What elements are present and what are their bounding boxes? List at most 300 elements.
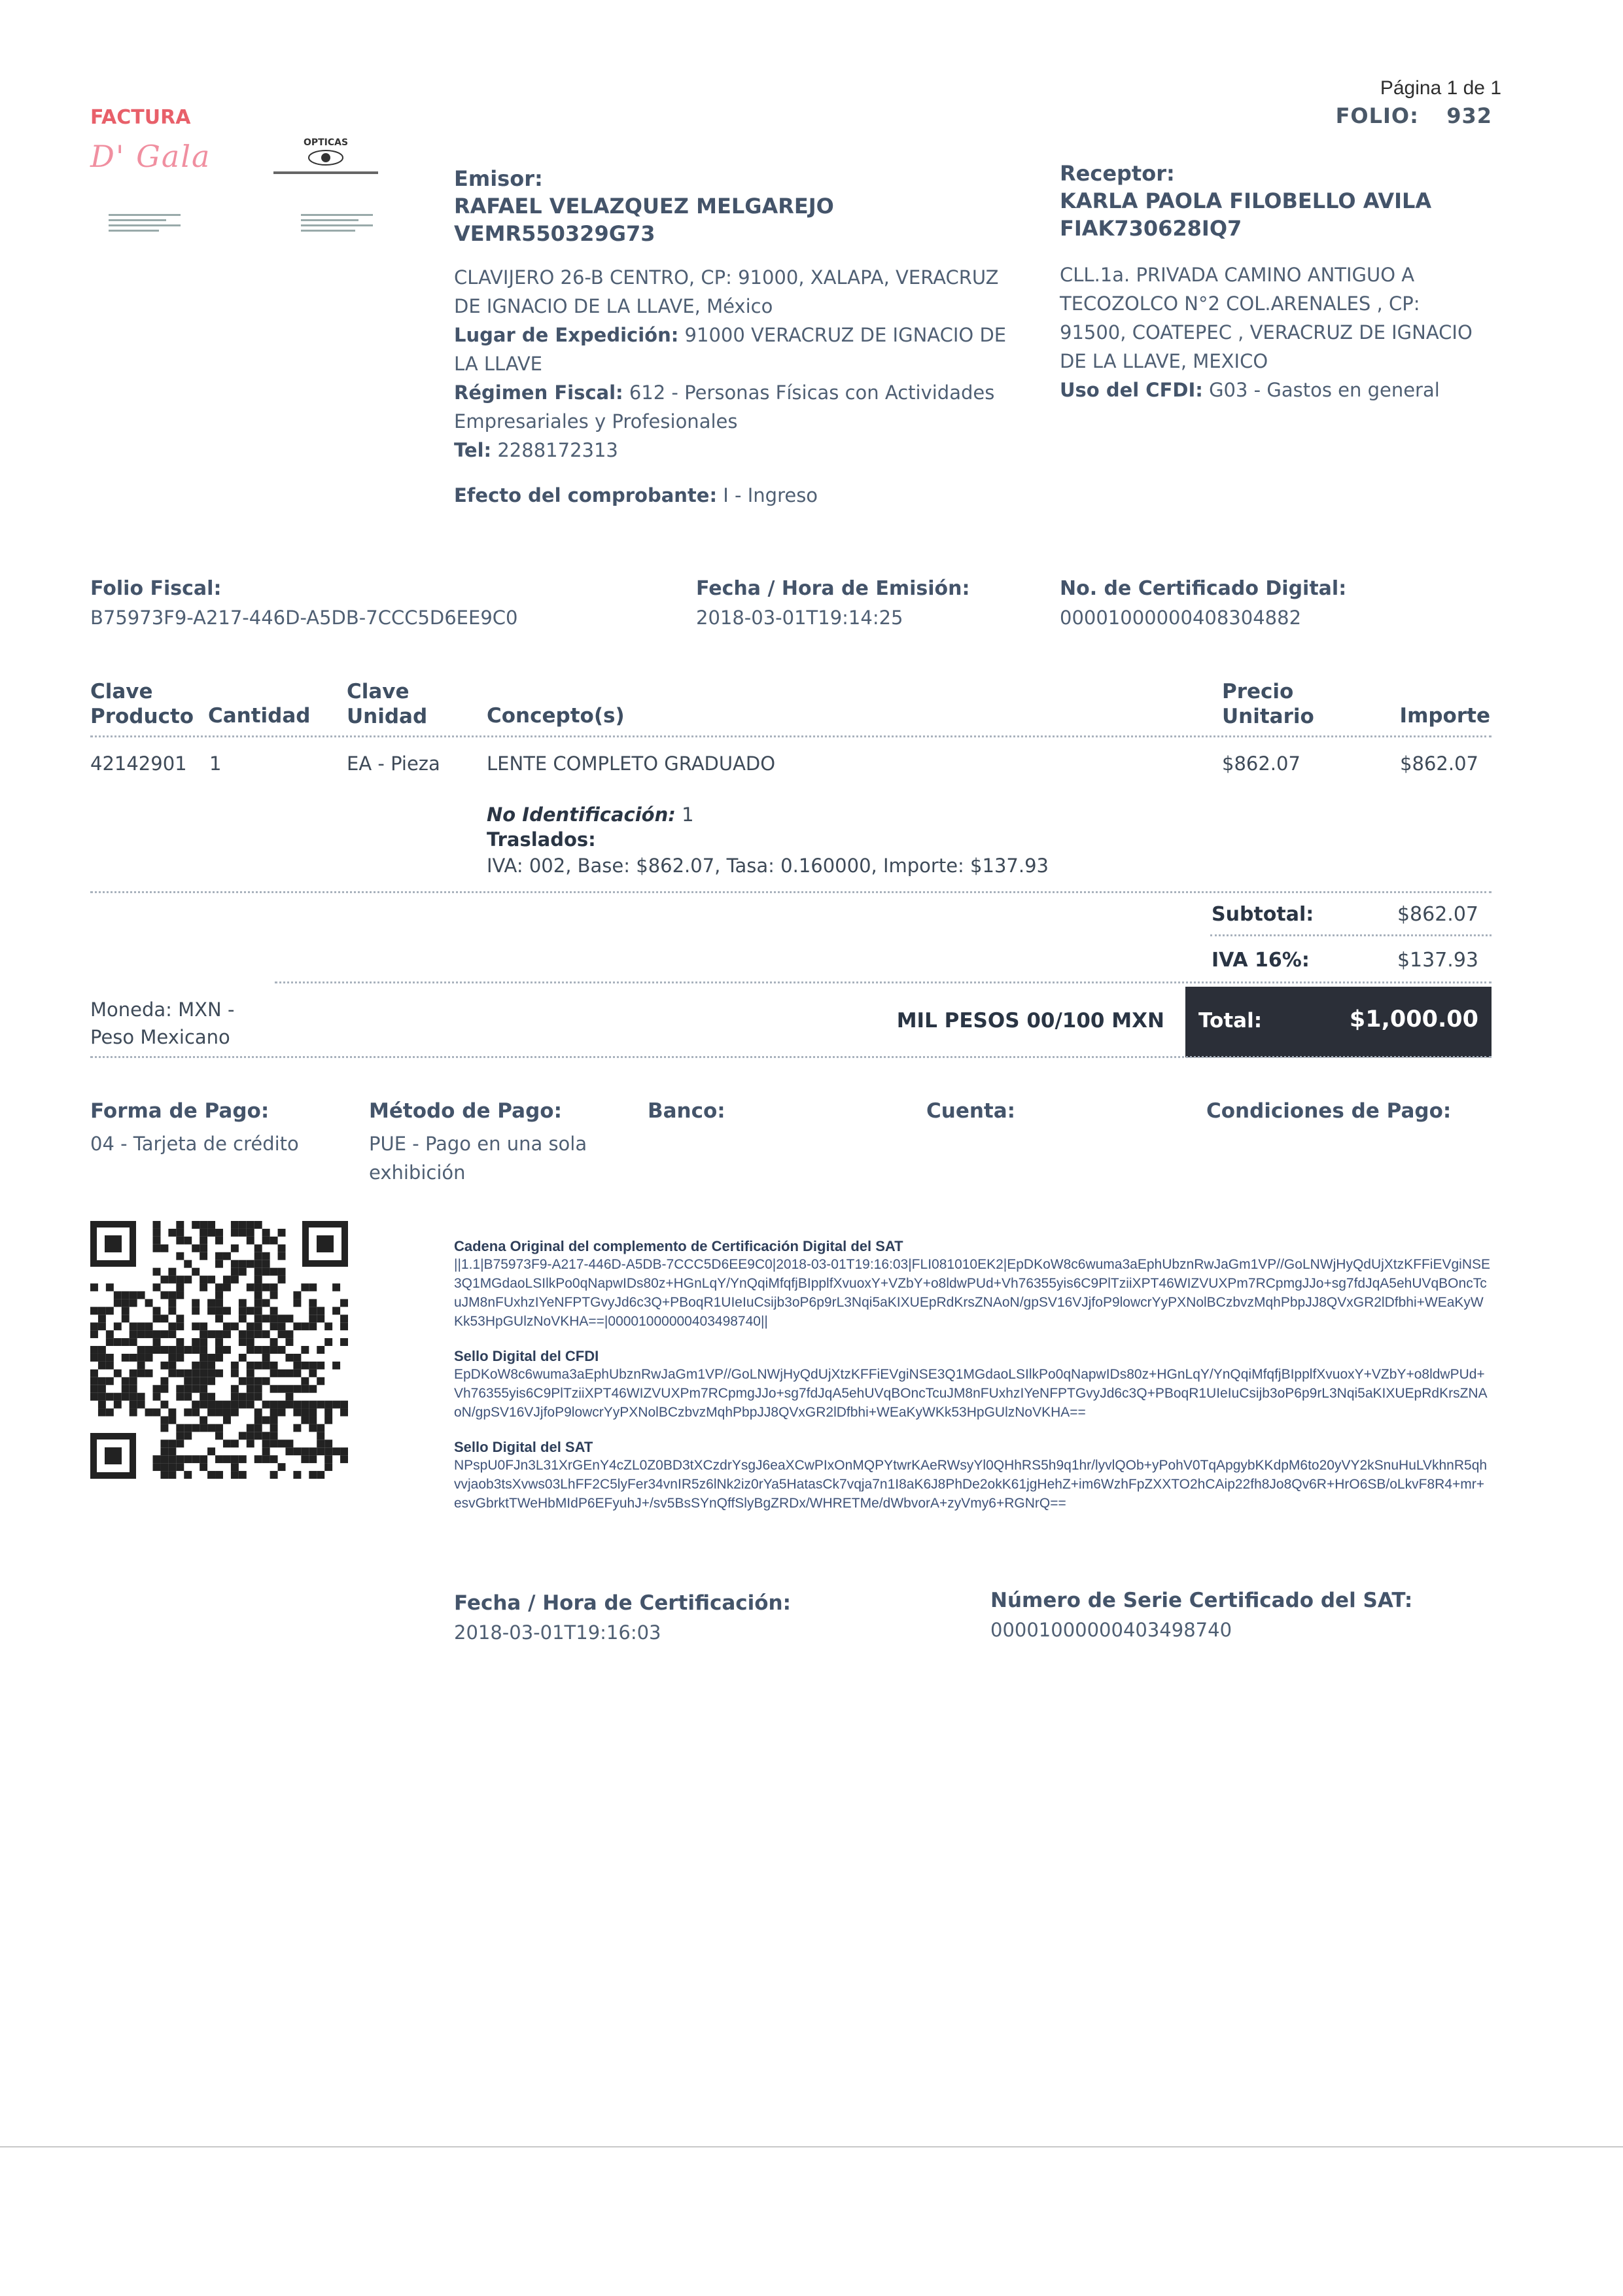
qr-module bbox=[168, 1229, 176, 1237]
emisor-regimen: Régimen Fiscal: 612 - Personas Físicas con Actividades Empresariales y Profesionales bbox=[454, 381, 995, 433]
qr-module bbox=[270, 1471, 278, 1479]
qr-module bbox=[200, 1276, 207, 1284]
qr-module bbox=[317, 1377, 324, 1385]
qr-module bbox=[176, 1338, 184, 1346]
qr-module bbox=[114, 1299, 122, 1307]
qr-module bbox=[231, 1260, 239, 1268]
qr-module bbox=[153, 1463, 161, 1471]
qr-module bbox=[254, 1409, 262, 1417]
qr-module bbox=[254, 1377, 262, 1385]
qr-module bbox=[137, 1393, 145, 1401]
qr-module bbox=[153, 1245, 161, 1252]
qr-module bbox=[168, 1463, 176, 1471]
qr-module bbox=[130, 1338, 137, 1346]
qr-module bbox=[192, 1377, 200, 1385]
qr-module bbox=[200, 1463, 207, 1471]
qr-module bbox=[317, 1401, 324, 1409]
qr-module bbox=[254, 1252, 262, 1260]
qr-module bbox=[176, 1369, 184, 1377]
qr-module bbox=[231, 1385, 239, 1393]
qr-module bbox=[309, 1322, 317, 1330]
qr-module bbox=[262, 1268, 270, 1276]
qr-module bbox=[247, 1362, 254, 1369]
qr-module bbox=[98, 1385, 106, 1393]
qr-module bbox=[90, 1385, 98, 1393]
qr-module bbox=[122, 1307, 130, 1315]
qr-module bbox=[130, 1377, 137, 1385]
opticas-label: OPTICAS bbox=[303, 137, 349, 148]
folio-label: FOLIO: bbox=[1335, 103, 1419, 128]
qr-module bbox=[90, 1307, 98, 1315]
qr-module bbox=[98, 1315, 106, 1322]
qr-module bbox=[145, 1354, 153, 1362]
qr-module bbox=[160, 1439, 168, 1447]
qr-module bbox=[285, 1447, 293, 1455]
qr-module bbox=[176, 1354, 184, 1362]
receptor-rfc: FIAK730628IQ7 bbox=[1060, 216, 1242, 241]
qr-module bbox=[192, 1401, 200, 1409]
qr-module bbox=[215, 1401, 223, 1409]
qr-module bbox=[293, 1291, 301, 1299]
qr-module bbox=[192, 1409, 200, 1417]
qr-module bbox=[106, 1330, 114, 1338]
qr-module bbox=[168, 1291, 176, 1299]
qr-module bbox=[98, 1409, 106, 1417]
qr-module bbox=[340, 1447, 348, 1455]
qr-module bbox=[215, 1346, 223, 1354]
row-importe: $862.07 bbox=[1400, 752, 1478, 775]
total-box bbox=[1185, 987, 1492, 1057]
qr-module bbox=[106, 1284, 114, 1292]
qr-module bbox=[130, 1393, 137, 1401]
qr-module bbox=[153, 1455, 161, 1463]
emisor-rfc: VEMR550329G73 bbox=[454, 221, 655, 246]
qr-module bbox=[200, 1252, 207, 1260]
qr-module bbox=[153, 1346, 161, 1354]
qr-module bbox=[215, 1237, 223, 1245]
qr-module bbox=[168, 1322, 176, 1330]
qr-module bbox=[106, 1307, 114, 1315]
qr-module bbox=[247, 1432, 254, 1439]
qr-module bbox=[192, 1455, 200, 1463]
qr-module bbox=[262, 1284, 270, 1292]
opticas-logo bbox=[267, 137, 385, 175]
certificado-digital: No. de Certificado Digital: 00001000000408304882 bbox=[1060, 577, 1347, 629]
qr-module bbox=[200, 1401, 207, 1409]
qr-module bbox=[160, 1385, 168, 1393]
qr-module bbox=[278, 1245, 286, 1252]
qr-module bbox=[247, 1424, 254, 1432]
qr-module bbox=[168, 1268, 176, 1276]
col-clave-producto: Clave Producto bbox=[90, 680, 194, 728]
qr-module bbox=[145, 1330, 153, 1338]
qr-module bbox=[200, 1237, 207, 1245]
qr-module bbox=[184, 1369, 192, 1377]
qr-module bbox=[254, 1393, 262, 1401]
qr-module bbox=[184, 1346, 192, 1354]
sello-sat: NPspU0FJn3L31XrGEnY4cZL0Z0BD3tXCzdrYsgJ6eaXCwPIxOnMQPYtwrKAeRWsyYl0QHhRS5h9q1hr/lyvlQOb+yPohV0TqApgybKKdpM6to20yVY2kSnuHuLVkhnR5qhvvjaob3tsXvws03LhFF2C5lyFer34vnIR5z6lNk2iz0rYa5HatasCk7vqja7n1I8aK6J8PhDe2okK61jgHehZ+im6WzhFpZXXTO2hCAip22fh8Jo8Qv6R+HrO6SB/oLkvF8R4+mr+esvGbrktTWeHbMIdP6EFyuhJ+/sv5BsSYnQffSlyBgZRDx/WHRETMe/dWbvorA+zyVmy6+RGNrQ== bbox=[454, 1458, 1488, 1511]
qr-module bbox=[247, 1284, 254, 1292]
logo-fineprint-right bbox=[301, 211, 373, 235]
serie-certificado-sat: Número de Serie Certificado del SAT: 00001000000403498740 bbox=[990, 1589, 1413, 1641]
qr-module bbox=[160, 1447, 168, 1455]
qr-module bbox=[98, 1393, 106, 1401]
qr-module bbox=[184, 1385, 192, 1393]
qr-module bbox=[231, 1401, 239, 1409]
qr-module bbox=[231, 1362, 239, 1369]
qr-module bbox=[309, 1447, 317, 1455]
qr-module bbox=[176, 1221, 184, 1229]
qr-module bbox=[285, 1439, 293, 1447]
qr-module bbox=[223, 1346, 231, 1354]
qr-module bbox=[176, 1315, 184, 1322]
qr-module bbox=[270, 1424, 278, 1432]
qr-module bbox=[278, 1330, 286, 1338]
qr-module bbox=[122, 1338, 130, 1346]
qr-module bbox=[262, 1432, 270, 1439]
qr-module bbox=[207, 1221, 215, 1229]
qr-module bbox=[184, 1455, 192, 1463]
qr-module bbox=[215, 1409, 223, 1417]
qr-module bbox=[160, 1377, 168, 1385]
qr-module bbox=[200, 1377, 207, 1385]
qr-module bbox=[278, 1315, 286, 1322]
col-clave-unidad: Clave Unidad bbox=[347, 680, 428, 728]
qr-module bbox=[324, 1338, 332, 1346]
qr-module bbox=[340, 1401, 348, 1409]
qr-code bbox=[90, 1221, 348, 1479]
qr-module bbox=[200, 1393, 207, 1401]
row-unidad: EA - Pieza bbox=[347, 752, 440, 775]
qr-module bbox=[215, 1455, 223, 1463]
cadena-original: ||1.1|B75973F9-A217-446D-A5DB-7CCC5D6EE9C0|2018-03-01T19:16:03|FLI081010EK2|EpDKoW8c6wuma3aEphUbznRwJaGm1VP//GoLNWjHyQdUjXtzKFFiEVgiNSE3Q1MGdaoLSIlkPo0qNapwIDs80z+HGnLqY/YnQqiMfqfjBIpplfXvuoxY+VZbY+o8ldwPUd+Vh76355yis6C9PlTziiXPT46WIZVUXPm7RCpmgJJo+sg7fdJqA5ehUVqBOncTcuJM8nFUxhzIYeNFPTGvyJd6c3Q+PBoqR1UIeIuCsijb3oP6p9rL3Nqi5aKIXUEpRdKrsZNAoN/gpSV16VJjfoP9lowcrYyPXNolBCzbvzMqhPbpJJ8QVxGR2lDfbhi+WEaKyWKk53HpGUlzNoVKHA==|00001000000403498740|| bbox=[454, 1257, 1490, 1329]
qr-module bbox=[262, 1447, 270, 1455]
qr-module bbox=[301, 1401, 309, 1409]
folio bbox=[1336, 103, 1492, 128]
fecha-emision: Fecha / Hora de Emisión: 2018-03-01T19:14:25 bbox=[696, 577, 970, 629]
qr-module bbox=[324, 1439, 332, 1447]
qr-module bbox=[301, 1447, 309, 1455]
qr-module bbox=[200, 1346, 207, 1354]
table-row bbox=[90, 746, 1492, 893]
qr-module bbox=[160, 1276, 168, 1284]
condiciones-pago: Condiciones de Pago: bbox=[1206, 1099, 1452, 1123]
qr-module bbox=[200, 1245, 207, 1252]
qr-module bbox=[293, 1369, 301, 1377]
qr-module bbox=[200, 1229, 207, 1237]
qr-module bbox=[168, 1362, 176, 1369]
qr-module bbox=[247, 1237, 254, 1245]
qr-module bbox=[254, 1362, 262, 1369]
qr-module bbox=[207, 1409, 215, 1417]
qr-module bbox=[262, 1377, 270, 1385]
qr-module bbox=[317, 1471, 324, 1479]
qr-module bbox=[340, 1338, 348, 1346]
qr-module bbox=[90, 1322, 98, 1330]
qr-module bbox=[215, 1284, 223, 1292]
qr-module bbox=[192, 1268, 200, 1276]
qr-module bbox=[317, 1315, 324, 1322]
qr-module bbox=[239, 1377, 247, 1385]
qr-module bbox=[309, 1315, 317, 1322]
row-traslados: IVA: 002, Base: $862.07, Tasa: 0.160000, Importe: $137.93 bbox=[487, 855, 1049, 877]
qr-module bbox=[231, 1221, 239, 1229]
qr-module bbox=[262, 1315, 270, 1322]
qr-module bbox=[254, 1322, 262, 1330]
qr-module bbox=[270, 1307, 278, 1315]
qr-module bbox=[231, 1369, 239, 1377]
qr-module bbox=[176, 1463, 184, 1471]
qr-module bbox=[285, 1393, 293, 1401]
qr-module bbox=[215, 1291, 223, 1299]
qr-module bbox=[309, 1455, 317, 1463]
qr-module bbox=[130, 1385, 137, 1393]
qr-module bbox=[239, 1229, 247, 1237]
qr-module bbox=[262, 1346, 270, 1354]
sello-sat-label: Sello Digital del SAT bbox=[454, 1439, 593, 1455]
qr-module bbox=[254, 1315, 262, 1322]
qr-module bbox=[270, 1315, 278, 1322]
qr-module bbox=[215, 1315, 223, 1322]
qr-module bbox=[90, 1369, 98, 1377]
qr-module bbox=[176, 1322, 184, 1330]
qr-module bbox=[90, 1393, 98, 1401]
row-no-identificacion: No Identificación: 1 bbox=[487, 804, 694, 826]
qr-module bbox=[114, 1322, 122, 1330]
qr-module bbox=[153, 1268, 161, 1276]
qr-module bbox=[301, 1362, 309, 1369]
qr-module bbox=[270, 1455, 278, 1463]
qr-module bbox=[254, 1432, 262, 1439]
qr-module bbox=[176, 1439, 184, 1447]
qr-module bbox=[340, 1409, 348, 1417]
qr-module bbox=[130, 1299, 137, 1307]
qr-module bbox=[239, 1471, 247, 1479]
qr-module bbox=[207, 1330, 215, 1338]
qr-module bbox=[247, 1401, 254, 1409]
qr-module bbox=[137, 1291, 145, 1299]
qr-module bbox=[200, 1424, 207, 1432]
qr-module bbox=[340, 1322, 348, 1330]
qr-module bbox=[192, 1245, 200, 1252]
qr-module bbox=[278, 1385, 286, 1393]
qr-module bbox=[192, 1322, 200, 1330]
qr-module bbox=[153, 1221, 161, 1229]
qr-module bbox=[231, 1268, 239, 1276]
qr-module bbox=[122, 1315, 130, 1322]
qr-module bbox=[176, 1432, 184, 1439]
qr-module bbox=[168, 1330, 176, 1338]
qr-module bbox=[223, 1416, 231, 1424]
fecha-certificacion: Fecha / Hora de Certificación: 2018-03-01T19:16:03 bbox=[454, 1591, 792, 1644]
qr-module bbox=[278, 1229, 286, 1237]
qr-module bbox=[247, 1346, 254, 1354]
qr-module bbox=[247, 1307, 254, 1315]
qr-module bbox=[254, 1330, 262, 1338]
scan-edge bbox=[0, 2146, 1623, 2147]
qr-module bbox=[324, 1401, 332, 1409]
qr-module bbox=[270, 1338, 278, 1346]
factura-title: FACTURA bbox=[90, 106, 191, 129]
qr-module bbox=[332, 1447, 340, 1455]
qr-module bbox=[168, 1299, 176, 1307]
qr-module bbox=[309, 1362, 317, 1369]
qr-module bbox=[239, 1299, 247, 1307]
qr-module bbox=[309, 1284, 317, 1292]
qr-module bbox=[184, 1424, 192, 1432]
qr-module bbox=[247, 1393, 254, 1401]
qr-module bbox=[200, 1369, 207, 1377]
sello-cfdi-label: Sello Digital del CFDI bbox=[454, 1348, 599, 1364]
qr-module bbox=[340, 1315, 348, 1322]
qr-module bbox=[130, 1401, 137, 1409]
qr-module bbox=[184, 1237, 192, 1245]
sat-stamps bbox=[454, 1238, 1492, 1513]
totals-divider bbox=[275, 981, 1492, 983]
brand-logo: D' Gala bbox=[90, 139, 211, 174]
qr-module bbox=[168, 1307, 176, 1315]
qr-module bbox=[247, 1229, 254, 1237]
qr-module bbox=[223, 1330, 231, 1338]
receptor-label: Receptor: bbox=[1060, 161, 1175, 186]
qr-module bbox=[176, 1229, 184, 1237]
moneda: Moneda: MXN - Peso Mexicano bbox=[90, 998, 235, 1048]
qr-module bbox=[262, 1299, 270, 1307]
qr-module bbox=[168, 1346, 176, 1354]
qr-module bbox=[192, 1221, 200, 1229]
qr-module bbox=[309, 1307, 317, 1315]
eye-icon bbox=[306, 148, 345, 168]
qr-module bbox=[192, 1362, 200, 1369]
qr-module bbox=[207, 1447, 215, 1455]
qr-module bbox=[324, 1447, 332, 1455]
qr-module bbox=[114, 1338, 122, 1346]
qr-module bbox=[215, 1432, 223, 1439]
qr-module bbox=[98, 1322, 106, 1330]
qr-module bbox=[278, 1252, 286, 1260]
qr-module bbox=[176, 1276, 184, 1284]
qr-module bbox=[184, 1377, 192, 1385]
emisor-lugar: Lugar de Expedición: 91000 VERACRUZ DE IGNACIO DE LA LLAVE bbox=[454, 324, 1007, 375]
folio-fiscal: Folio Fiscal: B75973F9-A217-446D-A5DB-7CCC5D6EE9C0 bbox=[90, 577, 518, 629]
qr-module bbox=[130, 1330, 137, 1338]
qr-module bbox=[262, 1229, 270, 1237]
qr-module bbox=[285, 1338, 293, 1346]
qr-module bbox=[285, 1330, 293, 1338]
qr-module bbox=[324, 1416, 332, 1424]
qr-module bbox=[332, 1284, 340, 1292]
cuenta: Cuenta: bbox=[926, 1099, 1016, 1123]
opticas-tagline-decor bbox=[273, 171, 378, 174]
qr-module bbox=[340, 1299, 348, 1307]
qr-module bbox=[130, 1409, 137, 1417]
qr-module bbox=[231, 1409, 239, 1417]
qr-module bbox=[278, 1346, 286, 1354]
qr-module bbox=[309, 1369, 317, 1377]
qr-module bbox=[122, 1299, 130, 1307]
qr-module bbox=[270, 1439, 278, 1447]
qr-module bbox=[247, 1260, 254, 1268]
qr-module bbox=[309, 1409, 317, 1417]
qr-module bbox=[130, 1291, 137, 1299]
qr-module bbox=[168, 1455, 176, 1463]
qr-module bbox=[215, 1338, 223, 1346]
qr-module bbox=[200, 1322, 207, 1330]
qr-module bbox=[254, 1346, 262, 1354]
qr-module bbox=[270, 1346, 278, 1354]
qr-module bbox=[153, 1338, 161, 1346]
qr-module bbox=[153, 1409, 161, 1417]
qr-module bbox=[239, 1221, 247, 1229]
qr-module bbox=[215, 1299, 223, 1307]
qr-module bbox=[160, 1401, 168, 1409]
qr-module bbox=[247, 1439, 254, 1447]
qr-module bbox=[262, 1252, 270, 1260]
qr-module bbox=[153, 1385, 161, 1393]
qr-module bbox=[207, 1362, 215, 1369]
qr-module bbox=[90, 1354, 98, 1362]
qr-module bbox=[223, 1409, 231, 1417]
qr-module bbox=[160, 1471, 168, 1479]
qr-module bbox=[254, 1455, 262, 1463]
qr-module bbox=[176, 1252, 184, 1260]
qr-module bbox=[137, 1322, 145, 1330]
qr-module bbox=[168, 1447, 176, 1455]
qr-module bbox=[137, 1401, 145, 1409]
qr-module bbox=[98, 1401, 106, 1409]
qr-module bbox=[317, 1362, 324, 1369]
qr-module bbox=[176, 1291, 184, 1299]
receptor-uso: Uso del CFDI: G03 - Gastos en general bbox=[1060, 379, 1440, 401]
qr-module bbox=[239, 1354, 247, 1362]
qr-module bbox=[285, 1315, 293, 1322]
qr-module bbox=[293, 1401, 301, 1409]
qr-module bbox=[145, 1299, 153, 1307]
qr-module bbox=[301, 1455, 309, 1463]
qr-module bbox=[293, 1322, 301, 1330]
qr-module bbox=[176, 1393, 184, 1401]
qr-module bbox=[270, 1432, 278, 1439]
qr-module bbox=[254, 1291, 262, 1299]
qr-module bbox=[301, 1377, 309, 1385]
qr-module bbox=[200, 1385, 207, 1393]
qr-module bbox=[168, 1354, 176, 1362]
qr-module bbox=[215, 1369, 223, 1377]
qr-module bbox=[168, 1276, 176, 1284]
qr-module bbox=[114, 1393, 122, 1401]
qr-module bbox=[200, 1455, 207, 1463]
qr-module bbox=[160, 1245, 168, 1252]
qr-module bbox=[207, 1424, 215, 1432]
qr-module bbox=[137, 1354, 145, 1362]
qr-module bbox=[254, 1284, 262, 1292]
qr-module bbox=[293, 1471, 301, 1479]
qr-module bbox=[317, 1307, 324, 1315]
qr-module bbox=[317, 1424, 324, 1432]
qr-module bbox=[207, 1369, 215, 1377]
row-cantidad: 1 bbox=[209, 752, 222, 775]
qr-module bbox=[293, 1424, 301, 1432]
col-importe: Importe bbox=[1399, 704, 1490, 728]
qr-module bbox=[293, 1299, 301, 1307]
qr-module bbox=[200, 1416, 207, 1424]
col-concepto: Concepto(s) bbox=[487, 704, 625, 728]
qr-module bbox=[192, 1346, 200, 1354]
qr-module bbox=[153, 1284, 161, 1292]
qr-module bbox=[317, 1346, 324, 1354]
qr-module bbox=[239, 1338, 247, 1346]
qr-module bbox=[254, 1260, 262, 1268]
